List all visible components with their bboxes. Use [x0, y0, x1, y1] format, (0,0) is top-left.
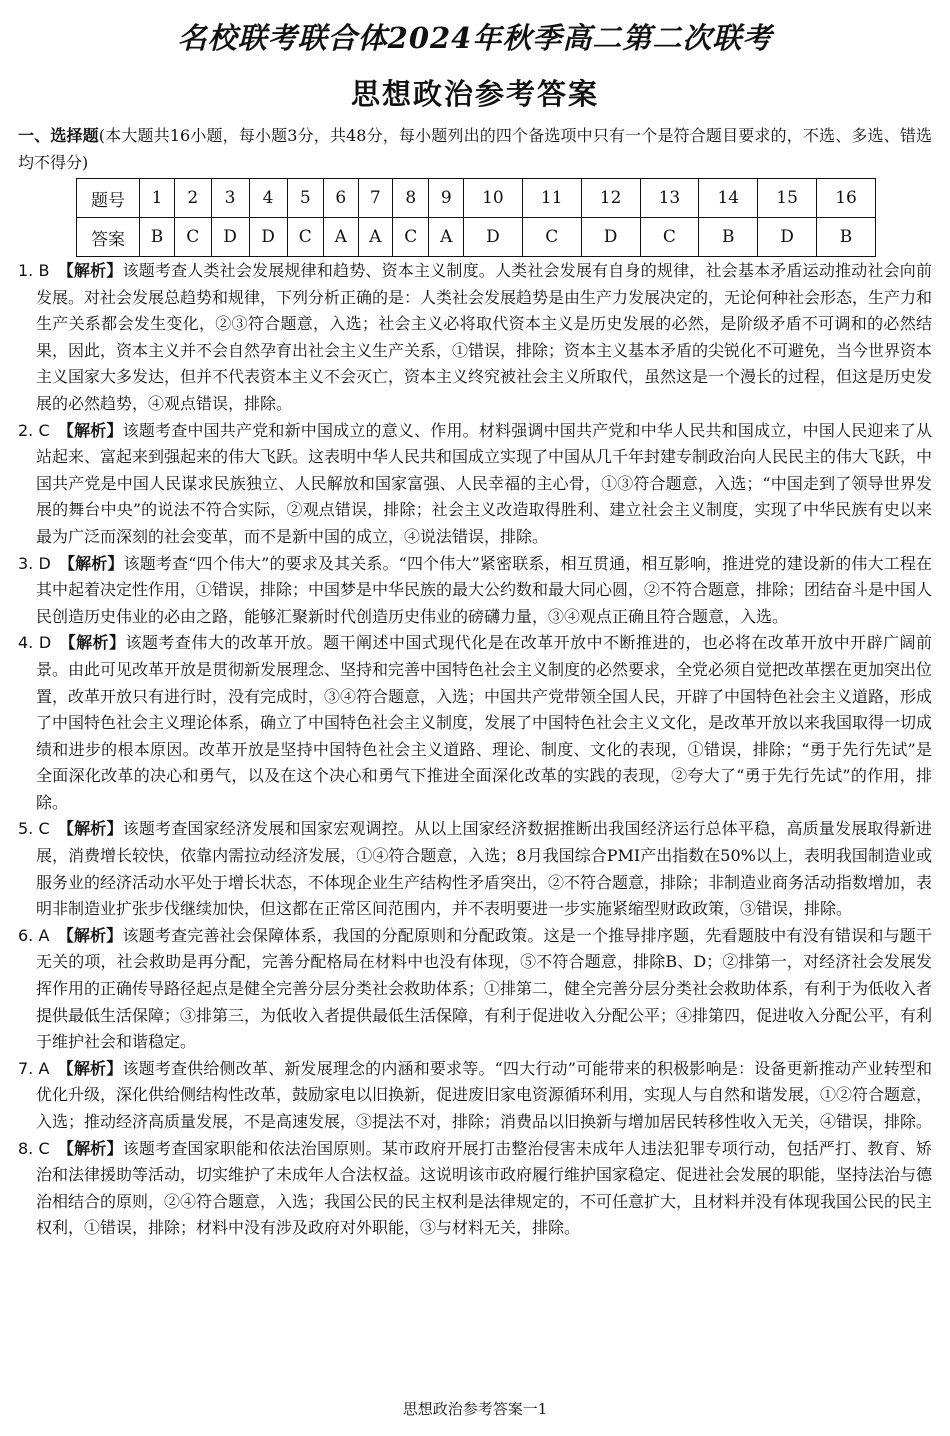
question-number-cell: 13 — [640, 179, 699, 218]
question-number-cell: 8 — [393, 179, 429, 218]
question-answer-label: 4. D — [18, 633, 52, 653]
question-answer-label: 8. C — [18, 1138, 50, 1158]
question-explanation — [18, 816, 932, 922]
answer-cell: C — [175, 218, 211, 257]
section-intro — [18, 122, 932, 176]
question-number-cell: 7 — [358, 179, 393, 218]
analysis-text: 该题考查国家经济发展和国家宏观调控。从以上国家经济数据推断出我国经济运行总体平稳，高质量发展取得新进展，消费增长较快，依靠内需拉动经济发展，①④符合题意，入选；8月我国综合PMI产出指数在50%以上，表明我国制造业或服务业的经济活动水平处于增长状态，不体现企业生产结构性矛盾突出，②不符合题意，排除；非制造业商务活动指数增加，表明非制造业扩张步伐继续加快，但这都在正常区间范围内，并不表明要进一步实施紧缩型财政政策，③错误，排除。 — [36, 819, 933, 919]
question-number-cell: 4 — [249, 179, 287, 218]
analysis-tag: 【解析】 — [58, 553, 124, 573]
analysis-text: 该题考查国家职能和依法治国原则。某市政府开展打击整治侵害未成年人违法犯罪专项行动，包括严打、教育、矫治和法律援助等活动，切实维护了未成年人合法权益。这说明该市政府履行维护国家稳定、促进社会发展的职能，坚持法治与德治相结合的原则，②④符合题意，入选；我国公民的民主权利是法律规定的，不可任意扩大，且材料并没有体现我国公民的民主权利，①错误，排除；材料中没有涉及政府对外职能，③与材料无关，排除。 — [36, 1138, 933, 1238]
answer-cell: D — [211, 218, 249, 257]
analysis-text: 该题考查人类社会发展规律和趋势、资本主义制度。人类社会发展有自身的规律，社会基本矛盾运动推动社会向前发展。对社会发展总趋势和规律，下列分析正确的是：人类社会发展趋势是由生产力发展决定的，无论何种社会形态，生产力和生产关系都会发生变化，②③符合题意，入选；社会主义必将取代资本主义是历史发展的必然，是阶级矛盾不可调和的必然结果，因此，资本主义并不会自然孕育出社会主义生产关系，①错误，排除；资本主义基本矛盾的尖锐化不可避免，当今世界资本主义国家大多发达，但并不代表资本主义不会灭亡，资本主义终究被社会主义所取代，虽然这是一个漫长的过程，但这是历史发展的必然趋势，④观点错误，排除。 — [36, 261, 933, 413]
question-explanation — [18, 551, 932, 631]
answer-cell: B — [817, 218, 876, 257]
answer-cell: C — [522, 218, 581, 257]
analysis-tag: 【解析】 — [59, 633, 126, 653]
question-explanation — [18, 1136, 932, 1242]
analysis-text: 该题考查“四个伟大”的要求及其关系。“四个伟大”紧密联系，相互贯通，相互影响，推进党的建设新的伟大工程在其中起着决定性作用，①错误，排除；中国梦是中华民族的最大公约数和最大同心圆，②不符合题意，排除；团结奋斗是中国人民创造历史伟业的必由之路，能够汇聚新时代创造历史伟业的磅礴力量，③④观点正确且符合题意，入选。 — [36, 553, 933, 626]
question-number-cell: 5 — [287, 179, 323, 218]
answer-table-number-row — [77, 179, 876, 218]
question-number-cell: 1 — [140, 179, 175, 218]
question-number-cell: 14 — [699, 179, 758, 218]
question-number-cell: 6 — [324, 179, 359, 218]
answer-key-title: 思想政治参考答案 — [350, 77, 599, 111]
section-instructions: (本大题共16小题，每小题3分，共48分，每小题列出的四个备选项中只有一个是符合题目要求的，不选、多选、错选均不得分) — [18, 126, 932, 172]
question-answer-label: 6. A — [18, 925, 50, 945]
analysis-tag: 【解析】 — [57, 1058, 123, 1078]
question-number-cell: 16 — [817, 179, 876, 218]
answer-cell: A — [358, 218, 393, 257]
question-number-cell: 11 — [522, 179, 581, 218]
page-footer: 思想政治参考答案一1 — [402, 1400, 548, 1418]
question-explanation — [18, 923, 932, 1056]
question-number-cell: 9 — [429, 179, 464, 218]
answer-cell: D — [581, 218, 640, 257]
answer-cell: A — [429, 218, 464, 257]
answer-table-answer-row — [77, 218, 876, 257]
answer-table — [76, 178, 876, 257]
analysis-text: 该题考查完善社会保障体系，我国的分配原则和分配政策。这是一个推导排序题，先看题肢中有没有错误和与题干无关的项，社会救助是再分配，完善分配格局在材料中也没有体现，⑤不符合题意，排除B、D；②排第一，对经济社会发展发挥作用的正确传导路径起点是健全完善分层分类社会救助体系；①排第二，健全完善分层分类社会救助体系，有利于为低收入者提供最低生活保障；③排第三，为低收入者提供最低生活保障，有利于促进收入分配公平；④排第四，促进收入分配公平，有利于维护社会和谐稳定。 — [36, 925, 933, 1052]
exam-title: 名校联考联合体2024年秋季高二第二次联考 — [177, 21, 773, 55]
analysis-tag: 【解析】 — [57, 819, 123, 839]
question-explanation — [18, 630, 932, 816]
question-number-cell: 15 — [758, 179, 817, 218]
explanations — [18, 258, 932, 1242]
question-explanation — [18, 1056, 932, 1136]
answer-cell: D — [249, 218, 287, 257]
question-number-cell: 2 — [175, 179, 211, 218]
row-label-answer: 答案 — [77, 218, 140, 257]
question-answer-label: 1. B — [18, 261, 50, 280]
question-number-cell: 10 — [463, 179, 522, 218]
answer-cell: D — [758, 218, 817, 257]
analysis-tag: 【解析】 — [57, 1138, 123, 1158]
question-number-cell: 3 — [211, 179, 249, 218]
answer-cell: D — [463, 218, 522, 257]
answer-cell: C — [287, 218, 323, 257]
answer-cell: B — [699, 218, 758, 257]
answer-cell: C — [393, 218, 429, 257]
analysis-tag: 【解析】 — [57, 261, 123, 280]
analysis-text: 该题考查伟大的改革开放。题干阐述中国式现代化是在改革开放中不断推进的，也必将在改革开放中开辟广阔前景。由此可见改革开放是贯彻新发展理念、坚持和完善中国特色社会主义制度的必然要求，全党必须自觉把改革摆在更加突出位置，改革开放只有进行时，没有完成时，③④符合题意，入选；中国共产党带领全国人民，开辟了中国特色社会主义道路，形成了中国特色社会主义理论体系，确立了中国特色社会主义制度，发展了中国特色社会主义文化，是改革开放以来我国取得一切成绩和进步的根本原因。改革开放是坚持中国特色社会主义道路、理论、制度、文化的表现，①错误，排除；“勇于先行先试”是全面深化改革的决心和勇气，以及在这个决心和勇气下推进全面深化改革的实践的表现，②夸大了“勇于先行先试”的作用，排除。 — [36, 633, 933, 812]
analysis-text: 该题考查供给侧改革、新发展理念的内涵和要求等。“四大行动”可能带来的积极影响是：设备更新推动产业转型和优化升级，深化供给侧结构性改革，鼓励家电以旧换新，促进废旧家电资源循环利用，实现人与自然和谐发展，①②符合题意，入选；推动经济高质量发展，不是高速发展，③提法不对，排除；消费品以旧换新与增加居民转移性收入无关，④错误，排除。 — [36, 1058, 933, 1131]
analysis-text: 该题考查中国共产党和新中国成立的意义、作用。材料强调中国共产党和中华人民共和国成立，中国人民迎来了从站起来、富起来到强起来的伟大飞跃。这表明中华人民共和国成立实现了中国从几千年封建专制政治向人民民主的伟大飞跃，中国共产党是中国人民谋求民族独立、人民解放和国家富强、人民幸福的主心骨，①③符合题意，入选；“中国走到了领导世界发展的舞台中央”的说法不符合实际，②观点错误，排除；社会主义改造取得胜利、建立社会主义制度，实现了中华民族有史以来最为广泛而深刻的社会变革，而不是新中国的成立，④说法错误，排除。 — [36, 420, 933, 546]
question-answer-label: 2. C — [18, 420, 50, 440]
question-answer-label: 3. D — [18, 553, 51, 573]
question-explanation — [18, 418, 932, 551]
answer-cell: C — [640, 218, 699, 257]
analysis-tag: 【解析】 — [57, 925, 123, 945]
question-answer-label: 5. C — [18, 819, 50, 839]
question-number-cell: 12 — [581, 179, 640, 218]
question-answer-label: 7. A — [18, 1058, 50, 1078]
question-explanation — [18, 258, 932, 418]
analysis-tag: 【解析】 — [57, 420, 123, 440]
answer-cell: B — [140, 218, 175, 257]
answer-cell: A — [324, 218, 359, 257]
section-heading: 一、选择题 — [18, 126, 99, 145]
row-label-number: 题号 — [77, 179, 140, 218]
